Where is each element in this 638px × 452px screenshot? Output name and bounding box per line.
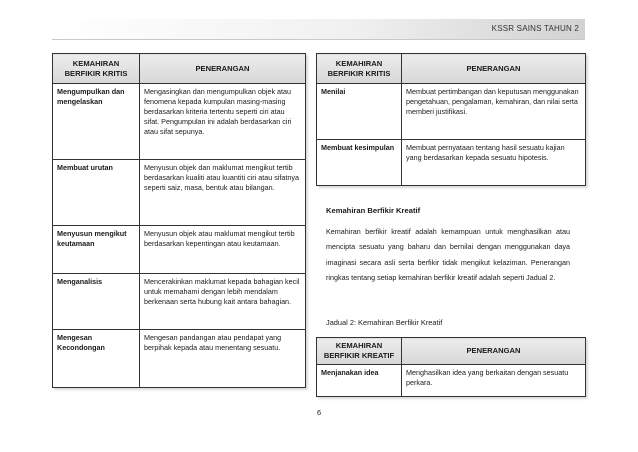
skill-name: Mengesan Kecondongan bbox=[53, 330, 140, 388]
skill-description: Membuat pernyataan tentang hasil sesuatu kajian yang berdasarkan kepada sesuatu hipotesis. bbox=[402, 140, 586, 186]
header-bar bbox=[52, 19, 585, 40]
col-header-description: PENERANGAN bbox=[402, 54, 586, 84]
skill-description: Menyusun objek atau maklumat mengikut tertib berdasarkan kepentingan atau keutamaan. bbox=[140, 226, 306, 274]
col-header-skill: KEMAHIRAN BERFIKIR KRITIS bbox=[317, 54, 402, 84]
table-row bbox=[53, 274, 306, 330]
skill-description: Membuat pertimbangan dan keputusan menggunakan pengetahuan, pengalaman, kemahiran, dan nilai serta memberi justifikasi. bbox=[402, 84, 586, 140]
table-row bbox=[317, 84, 586, 140]
table-row bbox=[53, 160, 306, 226]
col-header-description: PENERANGAN bbox=[140, 54, 306, 84]
table-caption: Jadual 2: Kemahiran Berfikir Kreatif bbox=[326, 318, 443, 327]
skill-description: Mencerakinkan maklumat kepada bahagian kecil untuk memahami dengan lebih mendalam berkenaan serta hubung kait antara bahagian. bbox=[140, 274, 306, 330]
section-title: Kemahiran Berfikir Kreatif bbox=[326, 206, 421, 215]
skill-description: Mengasingkan dan mengumpulkan objek atau fenomena kepada kumpulan masing-masing berdasarkan kriteria tertentu seperti ciri atau sifat. Pengumpulan ini adalah berdasarkan ciri atau sifat sepunya. bbox=[140, 84, 306, 160]
table-row bbox=[53, 84, 306, 160]
skill-name: Menganalisis bbox=[53, 274, 140, 330]
skill-name: Membuat kesimpulan bbox=[317, 140, 402, 186]
critical-thinking-table-continued bbox=[316, 53, 586, 186]
skill-name: Membuat urutan bbox=[53, 160, 140, 226]
skill-description: Menghasilkan idea yang berkaitan dengan sesuatu perkara. bbox=[402, 365, 586, 397]
section-paragraph: Kemahiran berfikir kreatif adalah kemampuan untuk menghasilkan atau mencipta sesuatu yang baharu dan bernilai dengan menggunakan daya imaginasi secara asli serta berfikir tidak mengikut kelaziman. Penerangan ringkas tentang setiap kemahiran berfikir kreatif adalah seperti Jadual 2. bbox=[326, 227, 570, 282]
page-number: 6 bbox=[316, 408, 322, 417]
col-header-skill: KEMAHIRAN BERFIKIR KRITIS bbox=[53, 54, 140, 84]
table-row bbox=[53, 330, 306, 388]
header-title: KSSR SAINS TAHUN 2 bbox=[491, 24, 579, 33]
col-header-skill: KEMAHIRAN BERFIKIR KREATIF bbox=[317, 338, 402, 365]
col-header-description: PENERANGAN bbox=[402, 338, 586, 365]
table-row bbox=[317, 365, 586, 397]
creative-thinking-table bbox=[316, 337, 586, 397]
critical-thinking-table bbox=[52, 53, 306, 388]
skill-name: Menjanakan idea bbox=[317, 365, 402, 397]
skill-name: Menilai bbox=[317, 84, 402, 140]
table-row bbox=[317, 140, 586, 186]
table-row bbox=[53, 226, 306, 274]
skill-description: Mengesan pandangan atau pendapat yang berpihak kepada atau menentang sesuatu. bbox=[140, 330, 306, 388]
skill-name: Menyusun mengikut keutamaan bbox=[53, 226, 140, 274]
skill-description: Menyusun objek dan maklumat mengikut tertib berdasarkan kualiti atau kuantiti ciri atau sifatnya seperti saiz, masa, bentuk atau bilangan. bbox=[140, 160, 306, 226]
skill-name: Mengumpulkan dan mengelaskan bbox=[53, 84, 140, 160]
